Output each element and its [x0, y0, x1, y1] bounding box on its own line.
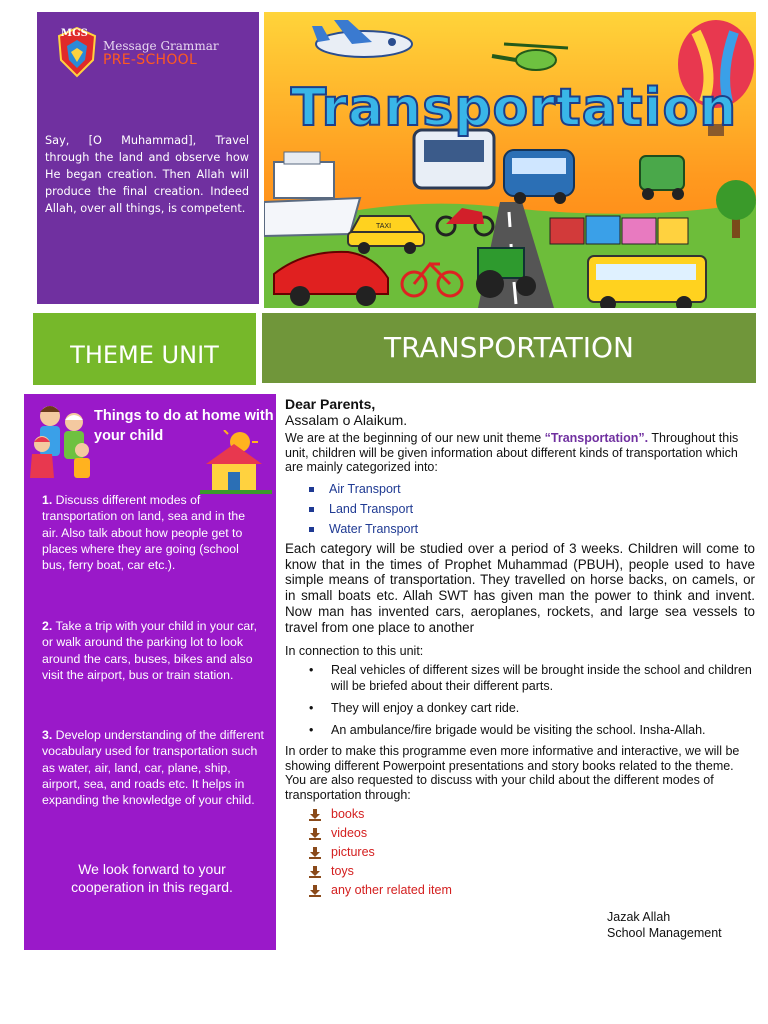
signatory: School Management — [607, 925, 722, 940]
category-list — [285, 479, 755, 539]
step-number: 1. — [42, 493, 53, 507]
unit-title: TRANSPORTATION — [384, 331, 634, 364]
step-number: 3. — [42, 728, 53, 742]
media-label: any other related item — [331, 882, 452, 897]
list-item — [309, 843, 755, 862]
children-icon — [28, 398, 98, 484]
media-label: videos — [331, 825, 368, 840]
banner-illustration — [264, 12, 756, 308]
van-icon — [504, 150, 574, 204]
media-label: pictures — [331, 844, 375, 859]
letter-body: Each category will be studied over a period of 3 weeks. Children will come to know that in the times of Prophet Muhammad (PBUH), people used to have simple means of transportation. They travelled on horse backs, on camels, or in small boats etc. Allah SWT has given man the power to think and invent. Now man has invented cars, aeroplanes, rockets, and large sea vessels to travel from one place to another — [285, 540, 755, 635]
connection-list — [285, 662, 755, 738]
list-item — [309, 805, 755, 824]
closing-note: We look forward to your cooperation in this regard. — [71, 861, 233, 895]
media-label: books — [331, 806, 365, 821]
list-item: Land Transport — [309, 499, 755, 519]
theme-unit-label: THEME UNIT — [70, 341, 219, 369]
arrow-bullet-icon — [309, 847, 321, 859]
step-text: Take a trip with your child in your car, or walk around the parking lot to look around the cars, buses, bikes and also visit the airport, bus or train station. — [42, 619, 258, 682]
activity-step — [42, 492, 264, 573]
intro-theme: “Transportation”. — [544, 431, 649, 445]
letter-salam: Assalam o Alaikum. — [285, 412, 408, 428]
home-activities-panel — [24, 394, 276, 950]
intro-text-continued: Throughout this unit, children will be given information about different kinds of transportation which are mainly categorized into: — [285, 431, 739, 475]
media-list — [285, 805, 755, 900]
logo-initials: MGS — [61, 28, 88, 39]
parent-letter — [285, 396, 755, 900]
logo-school-name: Message Grammar — [103, 39, 219, 53]
letter-signature — [607, 910, 722, 941]
quote-panel — [37, 12, 259, 304]
logo-tagline: PRE-SCHOOL — [103, 52, 198, 68]
list-item: • An ambulance/fire brigade would be visiting the school. Insha-Allah. — [309, 722, 755, 738]
quote-text: Say, [O Muhammad], Travel through the land and observe how He began creation. Then Allah will produce the final creation. Indeed Allah, over all things, is competent. — [45, 134, 249, 215]
unit-title-bar — [262, 313, 756, 383]
intro-text: We are at the beginning of our new unit theme — [285, 431, 545, 445]
arrow-bullet-icon — [309, 885, 321, 897]
activity-step — [42, 618, 264, 683]
list-item — [309, 824, 755, 843]
list-item: Air Transport — [309, 479, 755, 499]
letter-intro — [285, 431, 755, 475]
step-text: Develop understanding of the different vocabulary used for transportation such as water, air, land, car, plane, ship, airport, sea, and roads etc. It helps in expanding the knowledge of your child. — [42, 728, 264, 808]
banner-title: Transportation — [290, 78, 738, 138]
list-item: • Real vehicles of different sizes will be brought inside the school and children will be briefed about their different parts. — [309, 662, 755, 694]
list-item — [309, 881, 755, 900]
house-icon — [200, 430, 272, 494]
activities-heading: Things to do at home with your child — [94, 408, 274, 444]
step-number: 2. — [42, 619, 53, 633]
arrow-bullet-icon — [309, 866, 321, 878]
school-bus-icon — [588, 256, 706, 308]
steam-train-icon — [550, 216, 688, 244]
train-icon — [414, 130, 494, 188]
list-item: Water Transport — [309, 519, 755, 539]
transportation-banner — [264, 12, 756, 308]
letter-greeting: Dear Parents, — [285, 396, 376, 412]
sign-off: Jazak Allah — [607, 910, 671, 924]
arrow-bullet-icon — [309, 809, 321, 821]
list-item — [309, 862, 755, 881]
activity-step — [42, 727, 264, 808]
school-logo — [57, 26, 257, 86]
arrow-bullet-icon — [309, 828, 321, 840]
media-label: toys — [331, 863, 354, 878]
programme-text: In order to make this programme even more informative and interactive, we will be showing different Powerpoint presentations and story books related to the theme. You are also requested to discuss with your child about the different modes of transportation through: — [285, 744, 740, 802]
theme-unit-bar — [33, 313, 256, 385]
connection-heading: In connection to this unit: — [285, 643, 424, 658]
list-item: • They will enjoy a donkey cart ride. — [309, 700, 755, 716]
step-text: Discuss different modes of transportation on land, sea and in the air. Also talk about how people get to places where they are going (school bus, ferry boat, car etc.). — [42, 493, 246, 573]
svg-text:TAXI: TAXI — [376, 223, 392, 230]
